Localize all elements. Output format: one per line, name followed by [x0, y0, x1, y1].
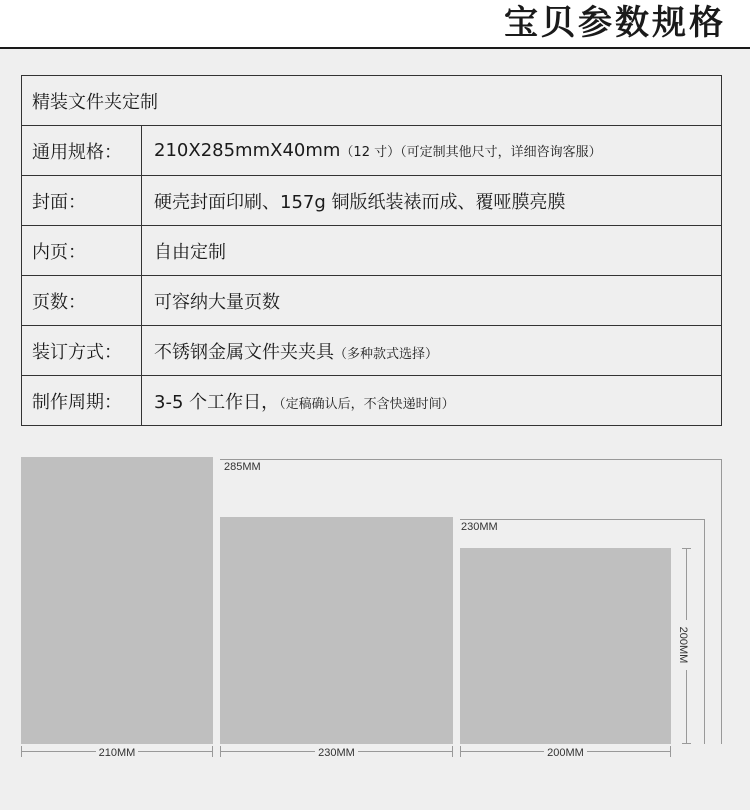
spec-label: 封面： — [22, 176, 142, 226]
spec-value-note: （定稿确认后，不含快递时间） — [279, 396, 455, 412]
size-sample-200x200 — [460, 548, 671, 744]
width-label-text: 230MM — [315, 747, 358, 759]
spec-value-main: 可容纳大量页数 — [154, 291, 280, 313]
size-sample-230x230 — [220, 517, 453, 744]
spec-value-main: 210X285mmX40mm — [154, 140, 341, 161]
height-guide-tick — [682, 548, 691, 549]
height-label: 285MM — [224, 461, 261, 473]
spec-value-main: 3-5 个工作日， — [154, 391, 280, 413]
spec-value-note: （12 寸）（可定制其他尺寸，详细咨询客服） — [340, 145, 602, 160]
page-title: 宝贝参数规格 — [504, 3, 726, 43]
spec-value-main: 硬壳封面印刷、157g 铜版纸装裱而成、覆哑膜亮膜 — [154, 191, 566, 213]
height-guide-top — [460, 519, 705, 520]
size-sample-210x285 — [21, 457, 213, 744]
spec-label: 通用规格： — [22, 126, 142, 176]
table-title: 精装文件夹定制 — [22, 76, 722, 126]
height-guide-tick — [682, 743, 691, 744]
height-label-vertical: 200MM — [677, 620, 689, 670]
width-label-text: 210MM — [96, 747, 139, 759]
spec-label: 页数： — [22, 276, 142, 326]
size-diagram — [0, 49, 750, 810]
height-label: 230MM — [461, 521, 498, 533]
spec-value-main: 自由定制 — [154, 241, 226, 263]
spec-label: 装订方式： — [22, 326, 142, 376]
spec-label: 制作周期： — [22, 376, 142, 426]
height-guide-top — [220, 459, 722, 460]
height-guide-right — [721, 459, 722, 744]
page-header — [0, 0, 750, 50]
spec-panel — [0, 49, 750, 810]
width-label — [21, 747, 213, 759]
width-label — [460, 747, 671, 759]
spec-value-note: （多种款式选择） — [334, 346, 439, 362]
width-label — [220, 747, 453, 759]
width-label-text: 200MM — [544, 747, 587, 759]
spec-label: 内页： — [22, 226, 142, 276]
spec-value-main: 不锈钢金属文件夹夹具 — [154, 341, 334, 363]
height-guide-right — [704, 519, 705, 744]
